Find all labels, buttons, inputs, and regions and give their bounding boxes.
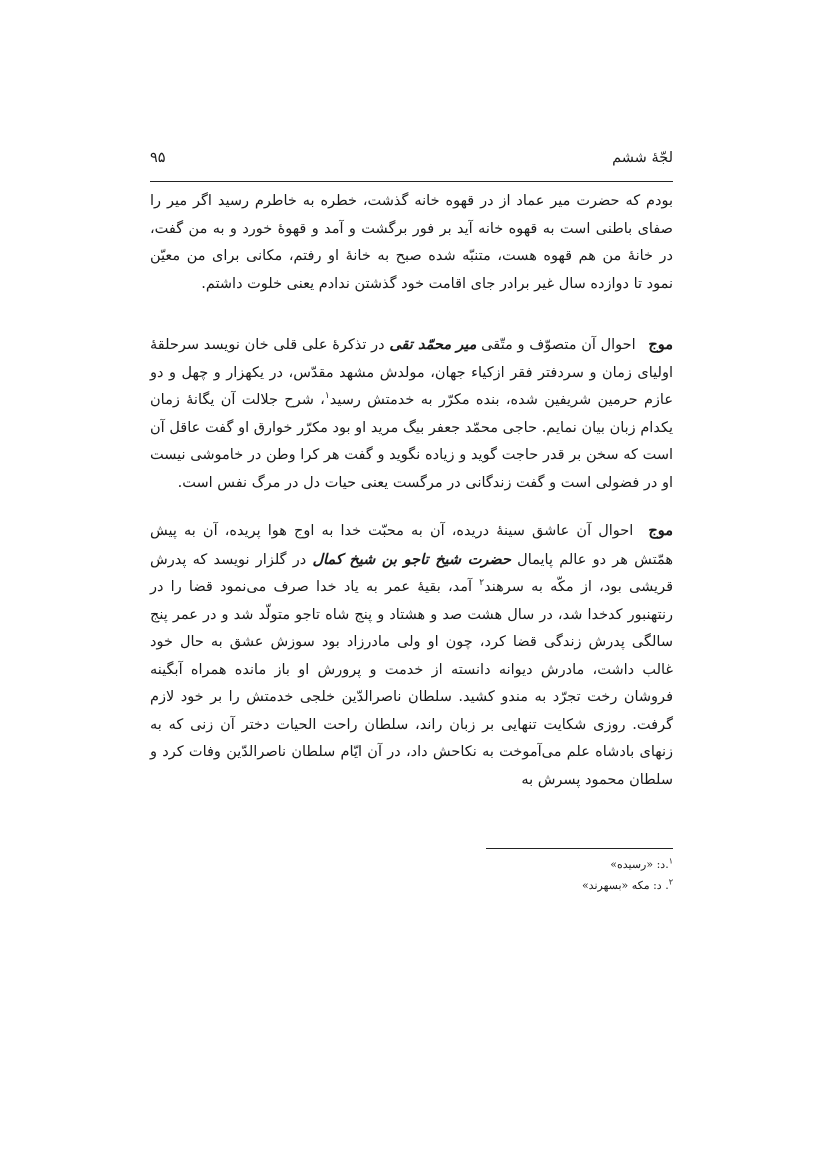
person-name: حضرت شیخ تاجو بن شیخ کمال: [312, 550, 511, 568]
footnote: [150, 854, 673, 875]
paragraph-text: احوال آن متصوّف و متّقی: [481, 337, 636, 353]
person-name: میر محمّد تقی: [389, 336, 477, 353]
footnotes: [150, 854, 673, 896]
paragraph-text: در تذکرهٔ علی قلی خان نویسد سرحلقهٔ اولیای زمان و سردفتر فقر ازکیاء جهان، مولدش مشهد مقدّس، در یکهزار و چهل و دو عازم حرمین شریفین شده، بنده مکرّر به خدمتش رسید: [150, 337, 673, 408]
footnote-rule: [486, 848, 673, 849]
paragraph-text: در گلزار نویسد که پدرش قریشی بود، از مکّه به سرهند: [150, 551, 674, 595]
footnote-number: ۱: [668, 856, 673, 866]
paragraph-marker: موج: [648, 336, 674, 353]
page-number: ۹۵: [150, 150, 166, 166]
footnote-ref: ۱: [324, 391, 330, 402]
chapter-title: لجّهٔ ششم: [612, 150, 673, 166]
footnote-number: ۲: [668, 877, 673, 887]
header-rule: [150, 181, 673, 182]
paragraph-1: بودم که حضرت میر عماد از در قهوه خانه گذشت، خطره به خاطرم رسید اگر میر را صفای باطنی است به قهوه خانه آید بر فور برگشت و آمد و قهوهٔ خورد و به من گفت، در خانهٔ من هم قهوه هست، متنبّه شده صبح به خانهٔ او رفتم، مکانی برای من معیّن نمود تا دوازده سال غیر برادر جای اقامت خود گذشتن ندادم یعنی خلوت داشتم.: [150, 193, 673, 292]
paragraph-text: ، شرح جلالت آن یگانهٔ زمان یکدام زبان بیان نمایم. حاجی محمّد جعفر بیگ مرید او بود مکرّر خوارق او گفت عاقل آن است که سخن بر قدر حاجت گوید و زیاده نگوید و گفت هر کرا وطن در خاموشی نیست او در فضولی است و گفت زندگانی در مرگست یعنی حیات دل در مرگ نفس است.: [150, 392, 673, 491]
paragraph-text: آمد، بقیهٔ عمر به یاد خدا صرف می‌نمود قضا را در رنتهنبور کدخدا شد، در سال هشت صد و هشتاد و پنج شاه تاجو متولّد شد و در عمر پنج سالگی پدرش زندگی قضا کرد، چون او ولی مادرزاد بود سوزش عشق به حال خود غالب داشت، مادرش دیوانه دانسته از خدمت و پرورش او باز مانده همراه آبگینه فروشان رخت تجرّد به مندو کشید. سلطان ناصرالدّین خلجی خدمتش را بر خود لازم گرفت. روزی شکایت تنهایی بر زبان راند، سلطان راحت الحیات دختر آن زنی که به زنهای بادشاه علم می‌آموخت به نکاحش داد، در آن ایّام سلطان ناصرالدّین وفات کرد و سلطان محمود پسرش به: [150, 579, 673, 788]
paragraph-2: [150, 331, 673, 497]
running-header: [150, 146, 673, 174]
footnote-text: .د: «رسیده»: [610, 858, 669, 871]
paragraph-marker: موج: [648, 522, 673, 539]
footnote-text: . د: مکه «بسهرند»: [581, 879, 669, 892]
body-text: [150, 188, 673, 794]
paragraph-text: احوال آن عاشق سینهٔ دریده، آن به محبّت خدا به اوج هوا پریده، آن به پیش همّتش هر دو عالم پایمال: [150, 523, 674, 568]
footnote: [150, 875, 673, 896]
paragraph-3: [150, 517, 673, 794]
footnote-ref: ۲: [479, 578, 485, 589]
